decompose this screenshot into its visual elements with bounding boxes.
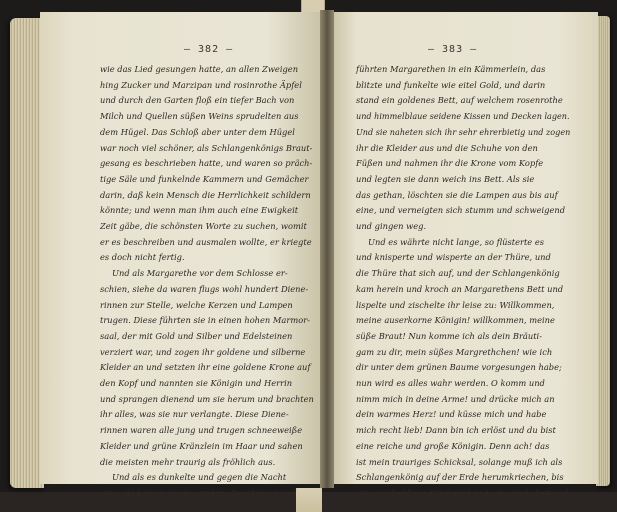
text-line: nimm mich in deine Arme! und drücke mich an: [356, 393, 555, 404]
text-line: lispelte und zischelte ihr leise zu: Willkommen,: [356, 299, 555, 310]
left-page-text: [100, 62, 314, 502]
text-line: verziert war, und zogen ihr goldene und silberne: [100, 346, 306, 357]
right-page-number: — 383 —: [428, 44, 478, 55]
text-line: gesang es beschrieben hatte, und waren so präch-: [100, 158, 313, 169]
text-line: und himmelblaue seidene Kissen und Decken lagen.: [356, 111, 570, 122]
text-line: dem Hügel. Das Schloß aber unter dem Hügel: [100, 126, 295, 137]
text-line: Und sie naheten sich ihr sehr ehrerbietig und zogen: [356, 126, 571, 137]
text-line: könnte; und wenn man ihm auch eine Ewigkeit: [100, 205, 299, 216]
text-line: dir unter dem grünen Baume vorgesungen habe;: [356, 362, 562, 373]
text-line: eine reiche und große Königin. Denn ach! das: [356, 440, 550, 451]
text-line: und knisperte und wisperte an der Thüre, und: [356, 252, 551, 263]
text-line: Und als Margarethe vor dem Schlosse er-: [112, 268, 288, 279]
text-line: süße Braut! Nun komme ich als dein Bräuti-: [356, 330, 543, 341]
book-gutter: [320, 10, 334, 488]
text-line: die meisten mehr traurig als fröhlich aus.: [100, 456, 276, 467]
text-line: ist mein trauriges Schicksal, solange muß ich als: [356, 456, 563, 467]
text-line: die Thüre that sich auf, und der Schlangenkönig: [356, 268, 560, 279]
text-line: war noch viel schöner, als Schlangenkönigs Braut-: [100, 142, 313, 153]
text-line: hing Zucker und Marzipan und rosinrothe Äpfel: [100, 79, 302, 90]
left-page-number: — 382 —: [184, 44, 234, 55]
text-line: ihr die Kleider aus und die Schuhe von den: [356, 142, 538, 153]
text-line: Kleider an und setzten ihr eine goldene Krone auf: [100, 362, 311, 373]
text-line: führten Margarethen in ein Kämmerlein, das: [356, 64, 546, 74]
text-line: eine, und verneigten sich stumm und schweigend: [356, 205, 566, 216]
text-line: wie das Lied gesungen hatte, an allen Zweigen: [100, 64, 299, 74]
text-line: trugen. Diese führten sie in einen hohen Marmor-: [100, 315, 310, 326]
text-line: und durch den Garten floß ein tiefer Bach von: [100, 95, 295, 106]
text-line: blitzte und funkelte wie eitel Gold, und darin: [356, 79, 546, 90]
text-line: den Kopf und nannten sie Königin und Herrin: [100, 378, 293, 389]
text-line: kam herein und kroch an Margarethens Bett und: [356, 283, 564, 294]
text-line: ihr alles, was sie nur verlangte. Diese Diene-: [100, 409, 289, 420]
text-line: stand ein goldenes Bett, auf welchem rosenrothe: [356, 95, 563, 106]
text-line: nun wird es alles wahr werden. O komm und: [356, 378, 545, 389]
text-line: Zeit gäbe, die schönsten Worte zu suchen, womit: [100, 221, 307, 232]
text-line: schien, siehe da waren flugs wohl hundert Diene-: [100, 283, 309, 294]
text-line: und legten sie dann weich ins Bett. Als sie: [356, 173, 535, 184]
text-line: ein unschuldiges Kind mich in Liebe umhalset und: [356, 487, 569, 498]
text-line: rinnen zur Stelle, welche Kerzen und Lampen: [100, 299, 293, 310]
text-line: gam zu dir, mein süßes Margrethchen! wie ich: [356, 346, 553, 357]
right-page-edges: [596, 16, 610, 486]
text-line: ging, da kamen wieder andere Jungfrauen und: [100, 487, 297, 498]
text-line: und sprangen dienend um sie herum und brachten: [100, 393, 314, 404]
text-line: er es beschreiben und ausmalen wollte, er kriegte: [100, 236, 312, 247]
text-line: saal, der mit Gold und Silber und Edelsteinen: [100, 330, 293, 341]
text-line: Schlangenkönig auf der Erde herumkriechen, bis: [356, 472, 564, 483]
text-line: mich recht lieb! Dann bin ich erlöst und du bist: [356, 425, 556, 436]
text-line: darin, daß kein Mensch die Herrlichkeit schildern: [100, 189, 311, 200]
text-line: tige Säle und funkelnde Kammern und Gemächer: [100, 173, 309, 184]
text-line: Milch und Quellen süßen Weins sprudelten aus: [100, 111, 299, 122]
right-page-text: [356, 62, 570, 502]
text-line: das gethan, löschten sie die Lampen aus bis auf: [356, 189, 558, 200]
text-line: es doch nicht fertig.: [100, 252, 185, 263]
left-page-edges: [10, 18, 44, 488]
text-line: meine auserkorne Königin! willkommen, meine: [356, 315, 555, 326]
text-line: Und als es dunkelte und gegen die Nacht: [112, 472, 287, 483]
text-line: rinnen waren alle jung und trugen schneeweiße: [100, 425, 303, 436]
text-line: Kleider und grüne Kränzlein im Haar und sahen: [100, 440, 303, 451]
text-line: und gingen weg.: [356, 221, 427, 232]
text-line: dein warmes Herz! und küsse mich und habe: [356, 409, 547, 420]
text-line: Füßen und nahmen ihr die Krone vom Kopfe: [356, 158, 544, 169]
text-line: Und es währte nicht lange, so flüsterte es: [368, 236, 545, 247]
